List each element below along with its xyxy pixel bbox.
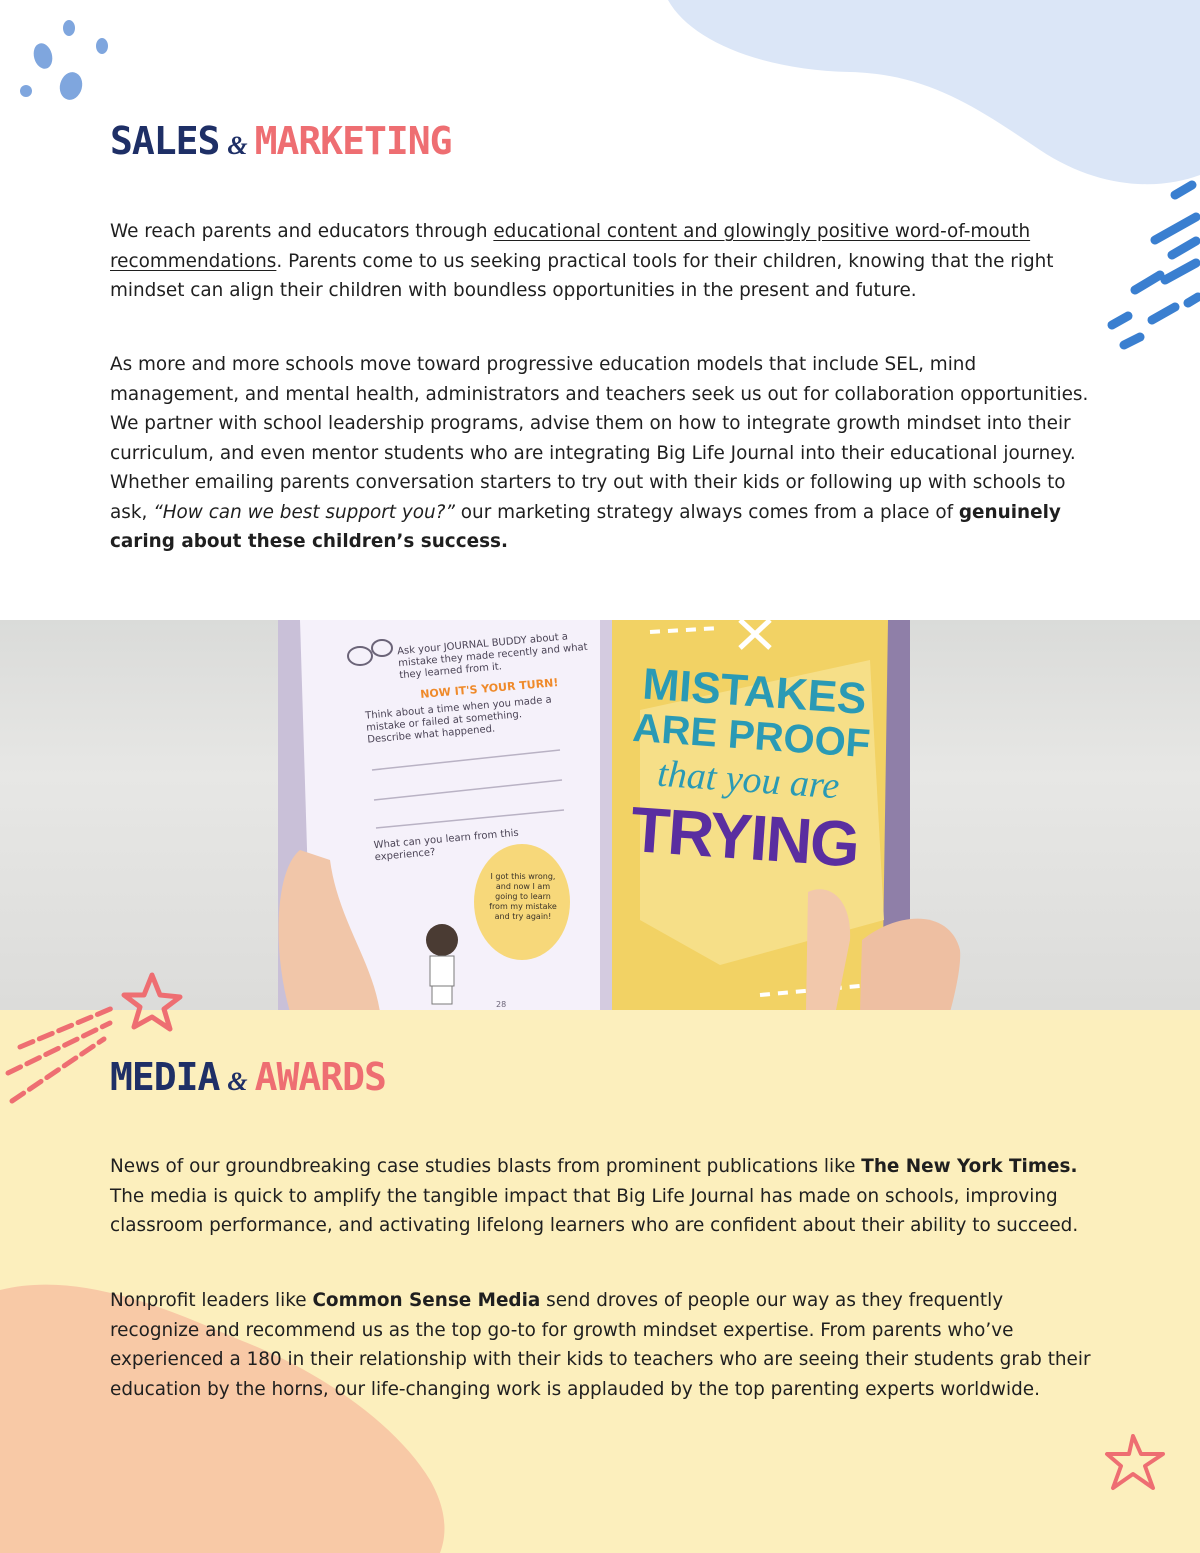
- bubble-text: I got this wrong, and now I am going to learn from my mistake and try again!: [489, 872, 557, 921]
- poster-line-1: MISTAKES: [641, 659, 869, 724]
- text-run: our marketing strategy always comes from a place of: [454, 501, 959, 523]
- sales-paragraph-1: [110, 217, 1095, 306]
- media-awards-heading: [110, 1055, 386, 1099]
- text-run: send droves of people our way as they frequently recognize and recommend us as the top go-to for growth mindset expertise. From parents who’ve experienced a 180 in their relationship with their kids to teachers who are seeing their students grab their education by the horns, our life-changing work is applauded by the top parenting experts worldwide.: [110, 1290, 1091, 1400]
- text-run: . Parents come to us seeking practical tools for their children, knowing that the right mindset can align their children with boundless opportunities in the present and future.: [110, 250, 1054, 301]
- text-run: Nonprofit leaders like: [110, 1290, 313, 1311]
- common-sense-bold: Common Sense Media: [312, 1290, 541, 1311]
- question-2: What can you learn from this experience?: [373, 827, 520, 864]
- mistakes-poster: [617, 659, 880, 881]
- poster-line-3: that you are: [656, 752, 841, 808]
- media-paragraph-2: [110, 1286, 1095, 1404]
- heading-word-marketing: MARKETING: [254, 119, 452, 163]
- heading-ampersand: &: [227, 131, 247, 160]
- dot-cluster-icon: [14, 14, 114, 104]
- heading-word-media: MEDIA: [110, 1055, 220, 1099]
- heading-word-awards: AWARDS: [254, 1055, 386, 1099]
- journal-prompt: Ask your JOURNAL BUDDY about a mistake they made recently and what they learned from it.: [396, 631, 589, 682]
- nyt-bold: The New York Times.: [861, 1156, 1078, 1177]
- poster-line-2: ARE PROOF: [631, 705, 872, 767]
- page-number: 28: [496, 1000, 507, 1009]
- dash-rain-icon: [1100, 175, 1200, 355]
- italic-quote: “How can we best support you?”: [153, 501, 455, 523]
- text-run: As more and more schools move toward progressive education models that include SEL, mind management, and mental health, administrators and teachers seek us out for collaboration opportunities. We partner with school leadership programs, advise them on how to integrate growth mindset into their curriculum, and even mentor students who are integrating Big Life Journal into their educational journey. Whether emailing parents conversation starters to try out with their kids or following up with schools to ask,: [110, 354, 1089, 523]
- your-turn-banner: NOW IT'S YOUR TURN!: [419, 675, 559, 702]
- question-1: Think about a time when you made a mistake or failed at something. Describe what happened.: [364, 694, 553, 746]
- poster-line-4: TRYING: [628, 792, 861, 881]
- bold-text: genuinely caring about these children’s success.: [110, 501, 1061, 552]
- word-of-mouth-link[interactable]: educational content and glowingly positive word-of-mouth recommendations: [110, 221, 1031, 272]
- text-run: News of our groundbreaking case studies blasts from prominent publications like: [110, 1156, 862, 1177]
- sales-marketing-heading: [110, 119, 452, 163]
- journal-book-photo: [0, 620, 1200, 1010]
- heading-ampersand: &: [227, 1067, 247, 1096]
- media-paragraph-1: [110, 1152, 1095, 1241]
- sales-paragraph-2: [110, 350, 1095, 557]
- book-illustration: [0, 620, 1200, 1010]
- text-run: The media is quick to amplify the tangible impact that Big Life Journal has made on schools, improving classroom performance, and activating lifelong learners who are confident about their ability to succeed.: [110, 1185, 1079, 1236]
- heading-word-sales: SALES: [110, 119, 220, 163]
- star-icon: [1103, 1432, 1171, 1492]
- text-run: We reach parents and educators through: [110, 221, 494, 242]
